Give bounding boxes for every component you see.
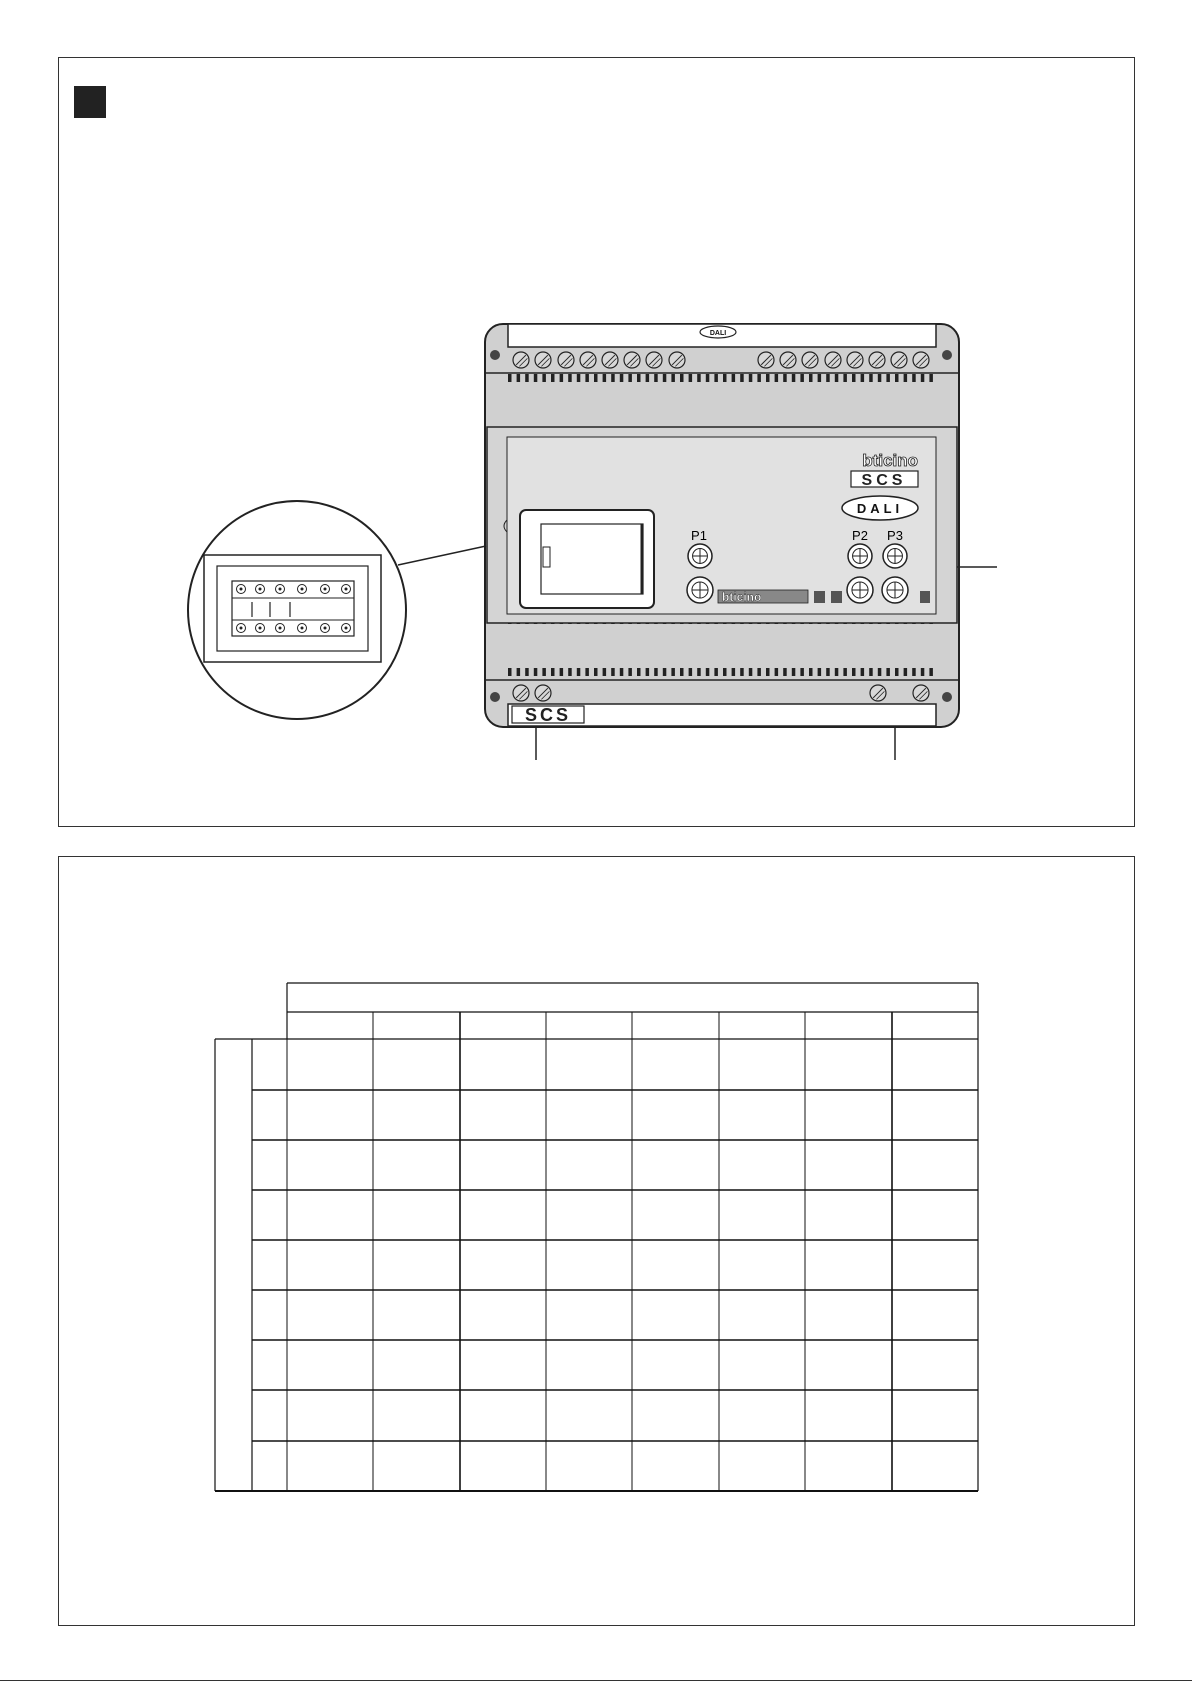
bottom-strip-logo-text: SCS [524, 705, 572, 725]
mount-hole [490, 692, 500, 702]
vent-slot [878, 668, 882, 676]
vent-slot [714, 668, 718, 676]
vent-slot [594, 668, 598, 676]
vent-slot [929, 668, 933, 676]
vent-slot [766, 374, 770, 382]
vent-slot [818, 668, 822, 676]
vent-slot [585, 374, 589, 382]
vent-slot [534, 374, 538, 382]
terminal-screw [780, 352, 796, 368]
vent-slot [560, 374, 564, 382]
vent-slot [826, 668, 830, 676]
vent-slot [525, 374, 529, 382]
trimmer-knob [847, 577, 873, 603]
vent-slot [861, 668, 865, 676]
detail-screw-center [345, 588, 348, 591]
terminal-screw [513, 352, 529, 368]
terminal-screw [825, 352, 841, 368]
vent-slot [637, 374, 641, 382]
front-scs-logo: SCS [861, 472, 907, 489]
vent-slot [603, 668, 607, 676]
detail-screw-center [240, 627, 243, 630]
vent-slot [577, 374, 581, 382]
device-illustration [0, 0, 1192, 830]
vent-slot [714, 374, 718, 382]
vent-slot [551, 668, 555, 676]
vent-slot [757, 374, 761, 382]
trimmer-p1-label: P1 [691, 528, 707, 543]
vent-slot [852, 668, 856, 676]
vent-slot [929, 374, 933, 382]
terminal-screw [758, 352, 774, 368]
terminal-screw [624, 352, 640, 368]
vent-slot [646, 374, 650, 382]
vent-slot [671, 668, 675, 676]
vent-slot [508, 374, 512, 382]
vent-slot [749, 668, 753, 676]
vent-slot [628, 668, 632, 676]
trimmer-knob [688, 544, 712, 568]
detail-terminal-block [232, 581, 354, 636]
vent-slot [560, 668, 564, 676]
vent-slot [757, 668, 761, 676]
vent-slot [843, 668, 847, 676]
detail-screw-center [324, 627, 327, 630]
vent-slot [792, 374, 796, 382]
terminal-screw [580, 352, 596, 368]
vent-slot [740, 668, 744, 676]
trimmer-p3-label: P3 [887, 528, 903, 543]
vent-slot [628, 374, 632, 382]
detail-screw-center [240, 588, 243, 591]
vent-slot [542, 668, 546, 676]
terminal-screw [913, 352, 929, 368]
vent-slot [525, 668, 529, 676]
vent-slot [603, 374, 607, 382]
vent-slot [886, 374, 890, 382]
vent-slot [869, 668, 873, 676]
reference-grid [0, 856, 1192, 1626]
vent-slot [542, 374, 546, 382]
vent-slot [775, 374, 779, 382]
vent-slot [697, 668, 701, 676]
terminal-screw [847, 352, 863, 368]
vent-slot [620, 374, 624, 382]
vent-slot [826, 374, 830, 382]
vent-slot [921, 374, 925, 382]
detail-screw-center [301, 588, 304, 591]
vent-slot [697, 374, 701, 382]
vent-slot [904, 668, 908, 676]
vent-slot [904, 374, 908, 382]
vent-slot [895, 374, 899, 382]
vent-slot [878, 374, 882, 382]
vent-slot [680, 374, 684, 382]
vent-slot [706, 374, 710, 382]
vent-slot [723, 374, 727, 382]
vent-slot [835, 668, 839, 676]
vent-slot [732, 668, 736, 676]
mount-hole [942, 692, 952, 702]
trimmer-knob [883, 544, 907, 568]
status-led [920, 591, 930, 603]
status-led [814, 591, 825, 603]
terminal-screw [870, 685, 886, 701]
trimmer-knob [882, 577, 908, 603]
mount-hole [490, 350, 500, 360]
vent-slot [818, 374, 822, 382]
leader-line [398, 546, 486, 565]
terminal-screw [869, 352, 885, 368]
detail-screw-center [279, 588, 282, 591]
trimmer-p2-label: P2 [852, 528, 868, 543]
vent-slot [654, 668, 658, 676]
vent-slot [775, 668, 779, 676]
terminal-screw [602, 352, 618, 368]
vent-slot [895, 668, 899, 676]
detail-screw-center [259, 627, 262, 630]
terminal-screw [913, 685, 929, 701]
vent-slot [689, 374, 693, 382]
vent-slot [663, 374, 667, 382]
vent-slot [680, 668, 684, 676]
vent-slot [689, 668, 693, 676]
vent-slot [886, 668, 890, 676]
vent-slot [611, 374, 615, 382]
front-brand-logo: bticino [862, 451, 918, 470]
detail-screw-center [259, 588, 262, 591]
vent-slot [594, 374, 598, 382]
vent-slot [852, 374, 856, 382]
vent-slot [921, 668, 925, 676]
vent-slot [551, 374, 555, 382]
trimmer-knob [848, 544, 872, 568]
vent-slot [671, 374, 675, 382]
vent-slot [508, 668, 512, 676]
vent-slot [611, 668, 615, 676]
top-strip-logo-text: DALI [709, 330, 727, 337]
vent-slot [740, 374, 744, 382]
front-brand-bar-text: bticino [722, 590, 762, 604]
vent-slot [517, 374, 521, 382]
terminal-screw [646, 352, 662, 368]
vent-slot [654, 374, 658, 382]
vent-slot [517, 668, 521, 676]
vent-slot [843, 374, 847, 382]
terminal-screw [535, 685, 551, 701]
vent-slot [534, 668, 538, 676]
vent-slot [577, 668, 581, 676]
detail-screw-center [345, 627, 348, 630]
vent-slot [809, 668, 813, 676]
front-dali-logo: DALI [856, 501, 904, 516]
vent-slot [568, 668, 572, 676]
vent-slot [792, 668, 796, 676]
vent-slot [800, 668, 804, 676]
vent-slot [783, 668, 787, 676]
detail-screw-center [301, 627, 304, 630]
trimmer-knob [687, 577, 713, 603]
vent-slot [749, 374, 753, 382]
vent-slot [620, 668, 624, 676]
vent-slot [912, 374, 916, 382]
page-footer-rule [0, 1680, 1192, 1681]
vent-slot [663, 668, 667, 676]
terminal-screw [891, 352, 907, 368]
terminal-screw [802, 352, 818, 368]
vent-slot [912, 668, 916, 676]
mount-hole [942, 350, 952, 360]
vent-slot [637, 668, 641, 676]
vent-slot [809, 374, 813, 382]
vent-slot [568, 374, 572, 382]
vent-slot [861, 374, 865, 382]
vent-slot [646, 668, 650, 676]
terminal-screw [558, 352, 574, 368]
vent-slot [585, 668, 589, 676]
vent-slot [800, 374, 804, 382]
vent-slot [723, 668, 727, 676]
vent-slot [835, 374, 839, 382]
vent-slot [766, 668, 770, 676]
vent-slot [783, 374, 787, 382]
detail-screw-center [324, 588, 327, 591]
detail-screw-center [279, 627, 282, 630]
terminal-screw [513, 685, 529, 701]
terminal-screw [535, 352, 551, 368]
status-led [831, 591, 842, 603]
terminal-screw [669, 352, 685, 368]
vent-slot [706, 668, 710, 676]
vent-slot [869, 374, 873, 382]
vent-slot [732, 374, 736, 382]
